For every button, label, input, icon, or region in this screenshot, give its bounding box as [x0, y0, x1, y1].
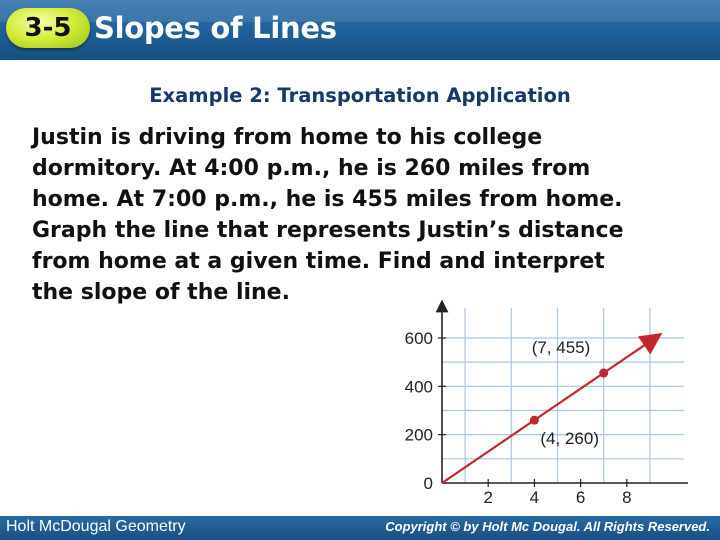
problem-line: Justin is driving from home to his college [32, 125, 543, 150]
data-point [599, 369, 608, 378]
example-title: Example 2: Transportation Application [149, 84, 571, 107]
x-tick-label: 8 [622, 488, 632, 507]
data-point-label: (4, 260) [540, 429, 599, 449]
problem-line: home. At 7:00 p.m., he is 455 miles from home. [32, 187, 623, 212]
data-point [530, 416, 539, 425]
lesson-badge [6, 8, 90, 48]
y-tick-label: 400 [404, 377, 433, 397]
x-tick-label: 4 [529, 488, 540, 507]
series-line [442, 337, 657, 483]
problem-line: the slope of the line. [32, 280, 290, 305]
lesson-number: 3-5 [24, 13, 72, 43]
slide-header [0, 0, 720, 60]
problem-line: dormitory. At 4:00 p.m., he is 260 miles from [32, 156, 591, 181]
origin-label: 0 [423, 474, 433, 493]
x-tick-label: 6 [575, 488, 586, 507]
problem-line: Graph the line that represents Justin’s distance [32, 218, 624, 243]
lesson-title: Slopes of Lines [94, 11, 337, 45]
y-tick-label: 200 [404, 425, 433, 445]
problem-text [32, 122, 712, 308]
footer-copyright: Copyright © by Holt Mc Dougal. All Rights Reserved. [385, 519, 710, 534]
y-tick-label: 600 [404, 328, 433, 348]
slide-footer [0, 516, 720, 540]
footer-publisher: Holt McDougal Geometry [6, 518, 186, 535]
distance-time-graph [392, 300, 692, 510]
data-point-label: (7, 455) [531, 338, 591, 358]
problem-line: from home at a given time. Find and interpret [32, 249, 605, 274]
x-tick-label: 2 [483, 488, 493, 507]
